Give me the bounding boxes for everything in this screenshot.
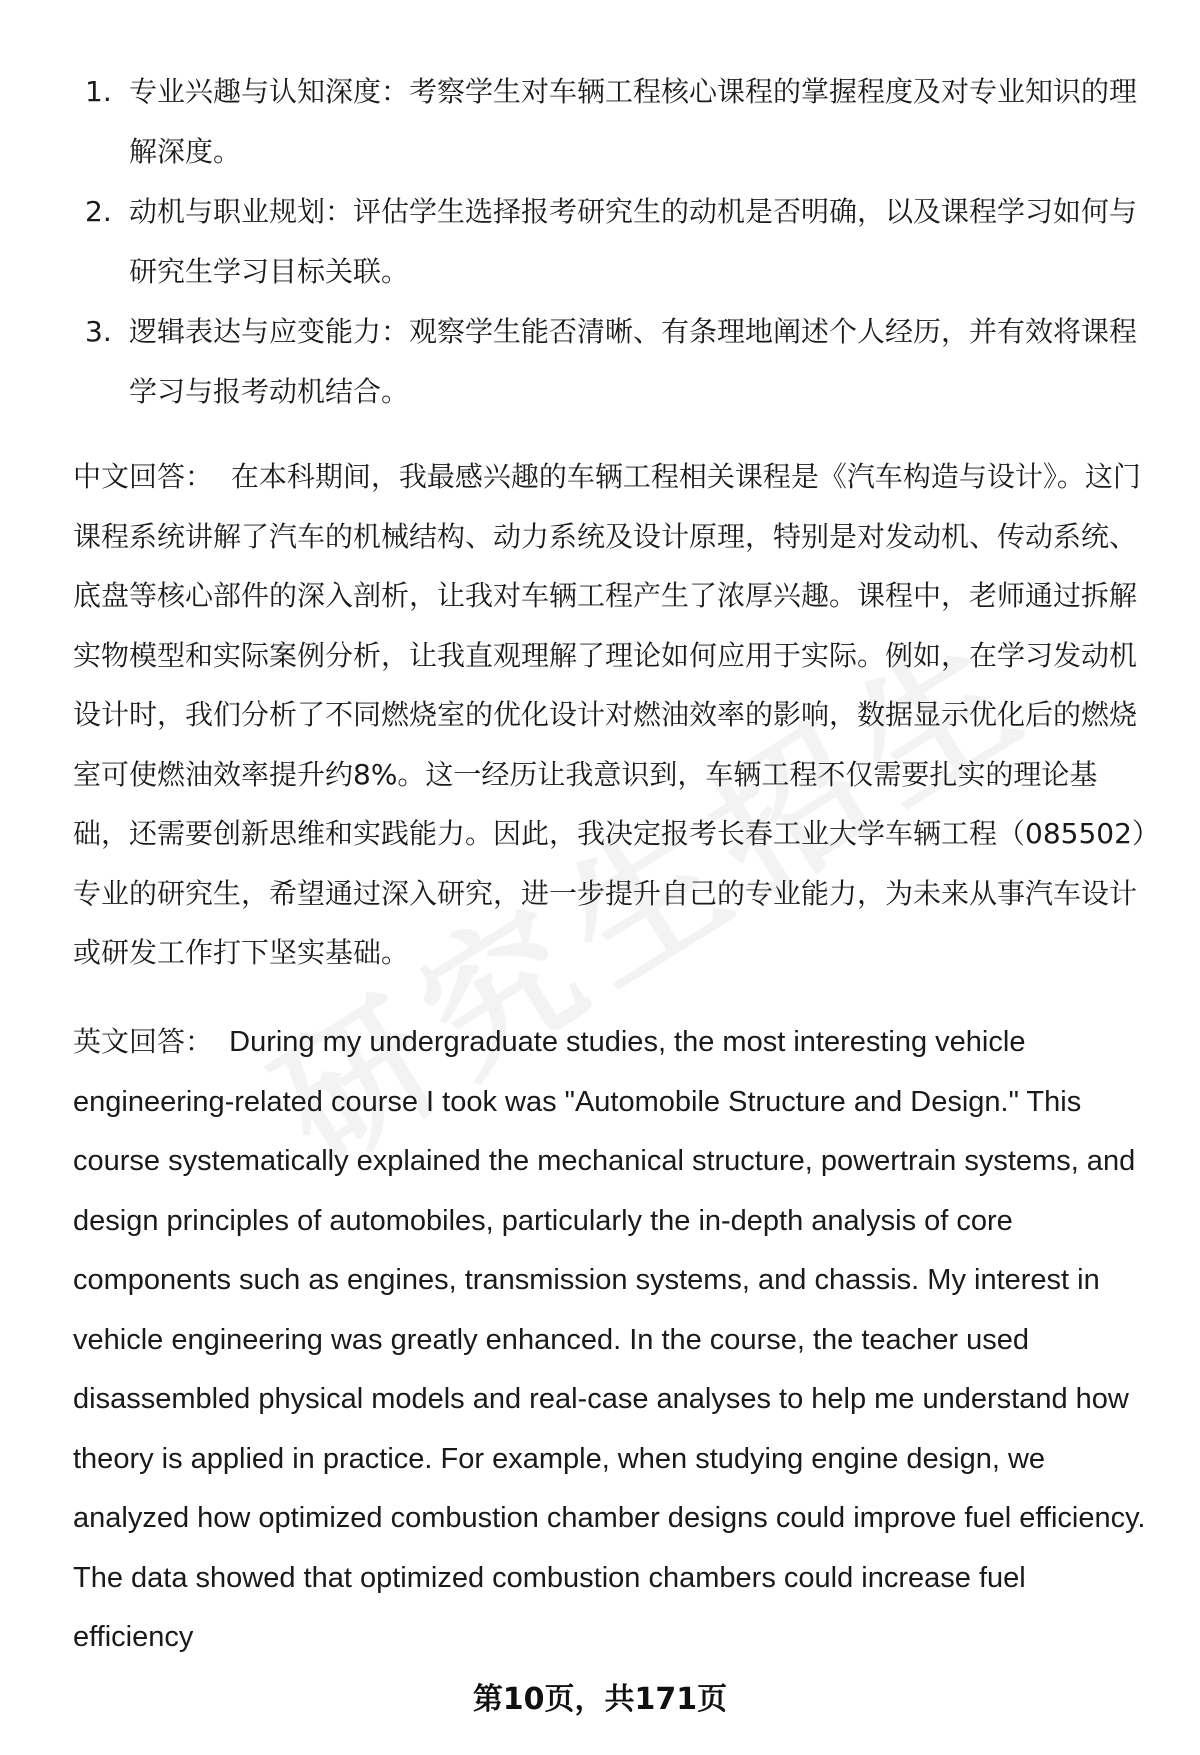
criteria-number: 2. xyxy=(85,195,112,228)
evaluation-criteria-list xyxy=(75,62,1145,422)
criteria-text: 专业兴趣与认知深度：考察学生对车辆工程核心课程的掌握程度及对专业知识的理解深度。 xyxy=(129,75,1138,168)
criteria-number: 1. xyxy=(85,75,112,108)
chinese-answer-label: 中文回答： xyxy=(73,460,214,493)
chinese-answer-text: 在本科期间，我最感兴趣的车辆工程相关课程是《汽车构造与设计》。这门课程系统讲解了汽车的机械结构、动力系统及设计原理，特别是对发动机、传动系统、底盘等核心部件的深入剖析，让我对车辆工程产生了浓厚兴趣。课程中，老师通过拆解实物模型和实际案例分析，让我直观理解了理论如何应用于实际。例如，在学习发动机设计时，我们分析了不同燃烧室的优化设计对燃油效率的影响，数据显示优化后的燃烧室可使燃油效率提升约8%。这一经历让我意识到，车辆工程不仅需要扎实的理论基础，还需要创新思维和实践能力。因此，我决定报考长春工业大学车辆工程（085502）专业的研究生，希望通过深入研究，进一步提升自己的专业能力，为未来从事汽车设计或研发工作打下坚实基础。 xyxy=(73,460,1146,969)
page-number: 第10页，共171页 xyxy=(472,1682,728,1717)
criteria-text: 逻辑表达与应变能力：观察学生能否清晰、有条理地阐述个人经历，并有效将课程学习与报考动机结合。 xyxy=(129,315,1138,408)
english-answer-text: During my undergraduate studies, the most interesting vehicle engineering-related course I took was "Automobile Structure and Design." This course systematically explained the mechanical structure, powertrain systems, and design principles of automobiles, particularly the in-depth analysis of core components such as engines, transmission systems, and chassis. My interest in vehicle engineering was greatly enhanced. In the course, the teacher used disassembled physical models and real-case analyses to help me understand how theory is applied in practice. For example, when studying engine design, we analyzed how optimized combustion chamber designs could improve fuel efficiency. The data showed that optimized combustion chambers could increase fuel efficiency xyxy=(73,1026,1146,1653)
english-answer-label: 英文回答： xyxy=(73,1025,214,1058)
chinese-answer-paragraph xyxy=(73,447,1148,983)
criteria-item xyxy=(75,302,1145,422)
criteria-item xyxy=(75,182,1145,302)
criteria-item xyxy=(75,62,1145,182)
english-answer-paragraph xyxy=(73,1012,1148,1668)
criteria-number: 3. xyxy=(85,315,112,348)
criteria-text: 动机与职业规划：评估学生选择报考研究生的动机是否明确，以及课程学习如何与研究生学习目标关联。 xyxy=(129,195,1138,288)
